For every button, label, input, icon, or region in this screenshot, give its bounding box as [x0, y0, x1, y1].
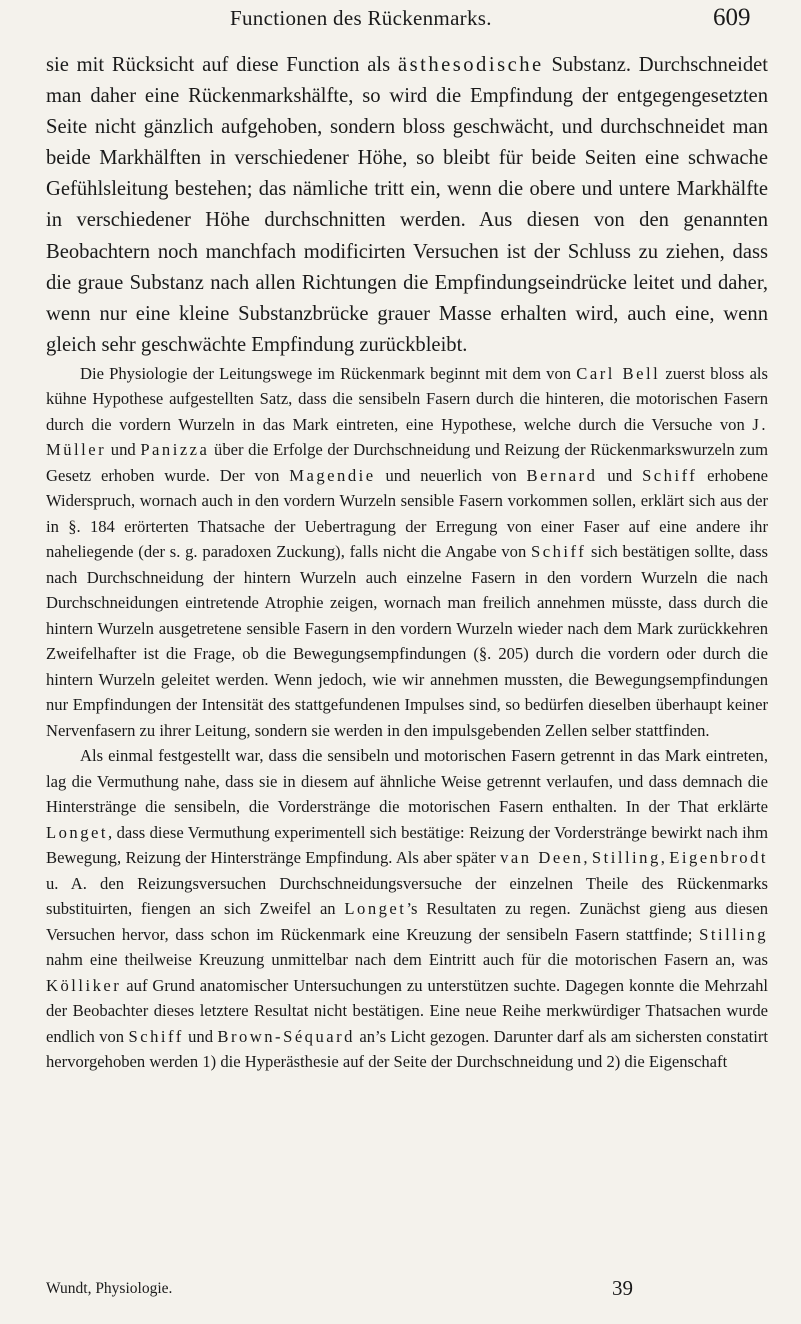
page-footer [46, 1276, 768, 1308]
p1-text: und [106, 440, 141, 460]
author-name: van Deen [500, 848, 584, 868]
lead-text-2: Substanz. Durchschneidet man daher eine Rückenmarkshälfte, so wird die Empfindung der entgegengesetzten Seite nicht gänzlich aufgehoben, sondern bloss geschwächt, und durchschneidet man beide Markhälften in verschiedener Höhe, so bleibt für beide Seiten eine schwache Gefühlsleitung bestehen; das nämliche tritt ein, wenn die obere und untere Markhälfte in verschiedener Höhe durchschnitten werden. Aus diesen von den genannten Beobachtern noch manchfach modificirten Versuchen ist der Schluss zu ziehen, dass die graue Substanz nach allen Richtungen die Empfindungseindrücke leitet und daher, wenn nur eine kleine Substanzbrücke grauer Masse erhalten wird, auch eine, wenn gleich sehr geschwächte Empfindung zurückbleibt. [46, 54, 769, 356]
lead-paragraph [46, 50, 768, 361]
p1-text: Die Physiologie der Leitungswege im Rückenmark beginnt mit dem von [80, 363, 577, 383]
p1-text: und [597, 465, 643, 485]
author-name: Magendie [289, 465, 376, 485]
p2-text: Als einmal festgestellt war, dass die sensibeln und motorischen Fasern getrennt in das Mark eintreten, lag die Vermuthung nahe, dass sie in diesem auf ähnliche Weise getrennt verlaufen, und dass demnach die Hinterstränge die sensibeln, die Vorderstränge die motorischen Fasern enthalten. In der That erklärte [46, 746, 768, 817]
p2-text: ’s Resultaten zu regen. Zunächst gieng aus diesen Versuchen hervor, dass schon im Rückenmark eine Kreuzung der sensibeln Fasern stattfinde; [46, 899, 768, 944]
footer-book-title: Wundt, Physiologie. [46, 1280, 173, 1297]
spaced-term: ästhesodische [397, 54, 544, 76]
author-name: J. Müller [46, 414, 768, 460]
p1-text: zuerst bloss als kühne Hypothese aufgestellten Satz, dass die sensibeln Fasern durch die hinteren, die motorischen Fasern durch die vordern Wurzeln in das Mark eintreten, eine Hypothese, welche durch die Versuche von [46, 363, 768, 434]
p1-text: und neuerlich von [375, 465, 527, 485]
p2-text: nahm eine theilweise Kreuzung unmittelbar nach dem Eintritt auch für die motorischen Fasern an, was [46, 950, 768, 970]
running-title: Functionen des Rückenmarks. [230, 6, 492, 30]
lead-text-1: sie mit Rücksicht auf diese Function als [46, 54, 398, 76]
small-paragraph-1 [46, 361, 768, 744]
author-name: Panizza [140, 440, 210, 460]
author-name: Carl Bell [576, 363, 661, 383]
author-name: Longet [344, 899, 407, 919]
p2-text: , [660, 848, 670, 868]
author-name: Eigenbrodt [669, 848, 768, 868]
p2-text: u. A. den Reizungsversuchen Durchschneidungsversuche der einzelnen Theile des Rückenmarks substituirten, fiengen an sich Zweifel an [46, 873, 768, 919]
author-name: Kölliker [46, 975, 122, 995]
author-name: Stilling [699, 924, 768, 944]
author-name: Stilling [591, 848, 661, 868]
author-name: Bernard [526, 465, 598, 485]
p2-text: , dass diese Vermuthung experimentell sich bestätige: Reizung der Vorderstränge bewirkt nach ihm Bewegung, Reizung der Hinterstränge Empfindung. Als aber später [46, 822, 768, 868]
page-body [46, 50, 768, 1075]
small-paragraph-2 [46, 743, 768, 1075]
p1-text: über die Erfolge der Durchschneidung und Reizung der Rückenmarkswurzeln zum Gesetz erhoben wurde. Der von [46, 440, 769, 485]
running-header [0, 6, 801, 38]
author-name: Longet [46, 822, 109, 842]
p2-text: und [183, 1026, 218, 1046]
p2-text: an’s Licht gezogen. Darunter darf als am sichersten constatirt hervorgehoben werden 1) die Hyperästhesie auf der Seite der Durchschneidung und 2) die Eigenschaft [46, 1026, 768, 1072]
author-name: Schiff [128, 1026, 184, 1046]
p1-text: erhobene Widerspruch, wornach auch in den vordern Wurzeln sensible Fasern vorkommen sollen, erklärt sich aus der in §. 184 erörterten Thatsache der Uebertragung der Erregung von einer Faser auf eine andere ihr naheliegende (der s. g. paradoxen Zuckung), falls nicht die Angabe von [46, 465, 768, 562]
p2-text: , [583, 848, 592, 868]
p2-text: auf Grund anatomischer Untersuchungen zu unterstützen suchte. Dagegen konnte die Mehrzahl der Beobachter dieses letztere Resultat nicht bestätigen. Eine neue Reihe merkwürdiger Thatsachen wurde endlich von [46, 975, 768, 1046]
signature-mark: 39 [612, 1276, 633, 1300]
p1-text: sich bestätigen sollte, dass nach Durchschneidung der hintern Wurzeln auch einzelne Fasern in den vordern Wurzeln die nach Durchschneidungen eintretende Atrophie zeigen, wornach man freilich annehmen müsste, dass durch die hintern Wurzeln ausgetretene sensible Fasern in den vordern Wurzeln wieder nach dem Mark zurückkehren Zweifelhafter ist die Frage, ob die Bewegungsempfindungen (§. 205) durch die vordern oder durch die hintern Wurzeln geleitet werden. Wenn jedoch, wie wir annehmen mussten, die Bewegungsempfindungen nur Empfindungen der Intensität des stattgefundenen Impulses sind, so bedürfen dieselben überhaupt keiner Nervenfasern zu ihrer Leitung, sondern sie werden in den impulsgebenden Zellen selber stattfinden. [46, 542, 768, 740]
author-name: Brown-Séquard [217, 1026, 355, 1046]
author-name: Schiff [531, 542, 587, 562]
author-name: Schiff [642, 465, 698, 485]
page-number: 609 [713, 4, 751, 31]
